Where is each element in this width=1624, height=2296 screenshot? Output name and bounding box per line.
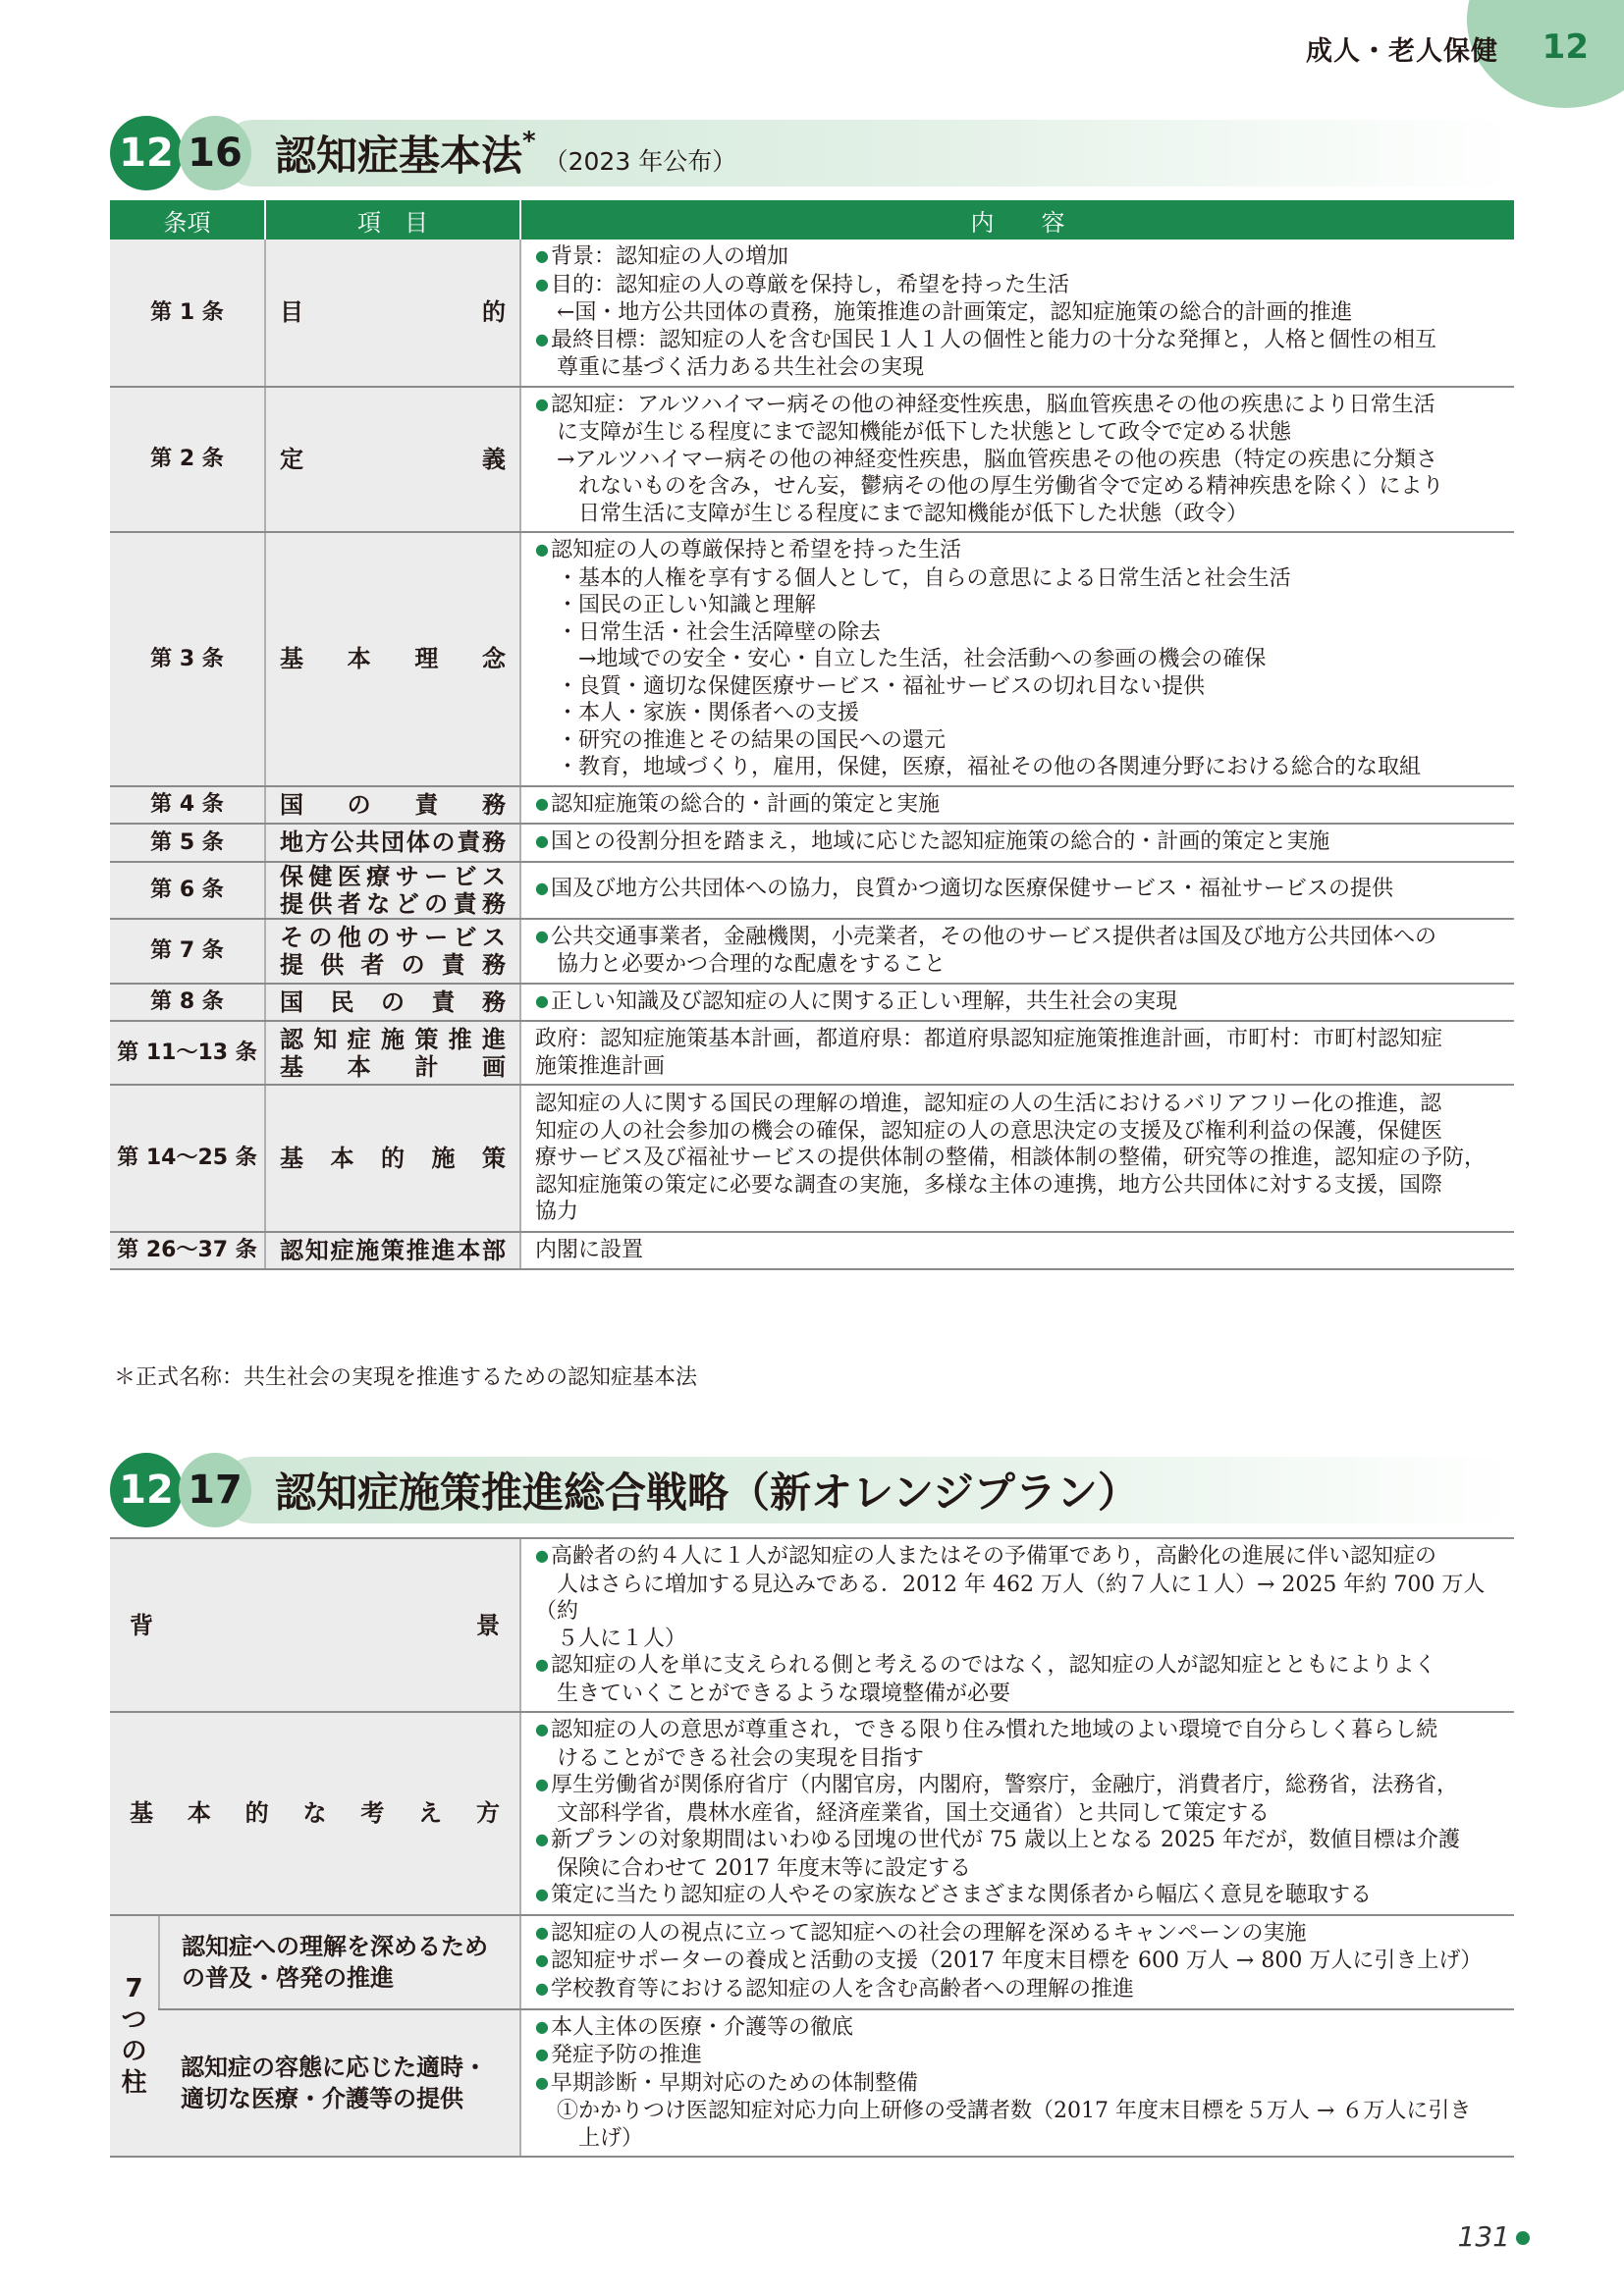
page-number: 131 [1457, 2220, 1510, 2253]
content-cell [520, 532, 1514, 786]
pillar-row [110, 1915, 1514, 2009]
content-cell [520, 240, 1514, 387]
content-line: 尊重に基づく活力ある共生社会の実現 [535, 355, 925, 380]
content-line: ・国民の正しい知識と理解 [535, 593, 817, 617]
table-row [110, 1085, 1514, 1232]
content-line: けることができる社会の実現を目指す [535, 1745, 925, 1771]
content-line: ●認知症の人の視点に立って認知症への社会の理解を深めるキャンペーンの実施 [535, 1920, 1307, 1946]
content-line: ５人に１人） [535, 1626, 687, 1651]
dementia-basic-law-table [110, 200, 1514, 1270]
content-cell [520, 786, 1514, 825]
table-row [110, 786, 1514, 825]
content-line: ●認知症の人の意思が尊重され，できる限り住み慣れた地域のよい環境で自分らしく暮らし続 [535, 1718, 1438, 1742]
content-line: →アルツハイマー病その他の神経変性疾患，脳血管疾患その他の疾患（特定の疾患に分類さ [535, 447, 1438, 472]
item-cell [265, 532, 520, 786]
table-row [110, 240, 1514, 387]
pillar-title-line: 認知症の容態に応じた適時・ [181, 2053, 487, 2081]
content-line: 政府：認知症施策基本計画，都道府県：都道府県認知症施策推進計画，市町村：市町村認知症 [535, 1027, 1443, 1051]
bullet-icon: ● [535, 831, 549, 850]
content-line: に支障が生じる程度にまで認知機能が低下した状態として政令で定める状態 [535, 420, 1292, 445]
content-line: 知症の人の社会参加の機会の確保，認知症の人の意思決定の支援及び権利利益の保護，保健医 [535, 1118, 1443, 1144]
content-line: ●最終目標：認知症の人を含む国民１人１人の個性と能力の十分な発揮と，人格と個性の相互 [535, 327, 1436, 352]
item-label: 認知症施策推進本部 [280, 1236, 506, 1264]
content-cell [520, 1232, 1514, 1269]
content-line: ●公共交通事業者，金融機関，小売業者，その他のサービス提供者は国及び地方公共団体への [535, 924, 1436, 949]
item-label: 国の責務 [280, 790, 506, 819]
bullet-icon: ● [535, 540, 549, 559]
content-line: 協力と必要かつ合理的な配慮をすること [535, 952, 947, 977]
bullet-icon: ● [535, 926, 549, 945]
content-line: ●認知症：アルツハイマー病その他の神経変性疾患，脳血管疾患その他の疾患により日常生活 [535, 392, 1435, 417]
content-line: ●国及び地方公共団体への協力，良質かつ適切な医療保健サービス・福祉サービスの提供 [535, 877, 1393, 902]
content-cell [520, 824, 1514, 862]
content-line: ●国との役割分担を踏まえ，地域に応じた認知症施策の総合的・計画的策定と実施 [535, 829, 1330, 854]
table-row [110, 532, 1514, 786]
bullet-icon: ● [535, 1546, 549, 1565]
bullet-icon: ● [535, 2016, 549, 2036]
pillar-label-char: の [121, 2036, 147, 2066]
bullet-icon: ● [535, 2045, 549, 2063]
chapter-title: 成人・老人保健 [1306, 36, 1498, 67]
item-label: その他のサービス [280, 923, 506, 951]
content-line: ●認知症サポーターの養成と活動の支援（2017 年度末目標を 600 万人 → 800 万人に引き上げ） [535, 1949, 1483, 1974]
bullet-icon: ● [535, 793, 549, 813]
article-cell: 第 11〜13 条 [110, 1021, 265, 1085]
table-row [110, 824, 1514, 862]
section-17-title-bar [110, 1453, 1514, 1527]
content-line: 認知症の人に関する国民の理解の増進，認知症の人の生活におけるバリアフリー化の推進，認 [535, 1092, 1442, 1117]
bullet-icon: ● [535, 1885, 549, 1903]
row-label [110, 1712, 520, 1915]
orange-plan-table [110, 1537, 1514, 2158]
content-cell [520, 1712, 1514, 1915]
pillar-title-line: 適切な医療・介護等の提供 [181, 2084, 463, 2112]
item-cell [265, 1021, 520, 1085]
article-cell: 第 5 条 [110, 824, 265, 862]
item-cell [265, 919, 520, 984]
item-label: 保健医療サービス [280, 862, 506, 890]
content-cell [520, 1021, 1514, 1085]
content-line: ●厚生労働省が関係府省庁（内閣官房，内閣府，警察庁，金融庁，消費者庁，総務省，法務省， [535, 1773, 1458, 1797]
column-header-item: 項 目 [265, 200, 520, 240]
pillar-title [159, 2009, 520, 2158]
pillar-title-line: 認知症への理解を深めるため [182, 1932, 488, 1960]
bullet-icon: ● [535, 329, 549, 348]
section-badge: 16 [179, 116, 251, 190]
item-label: 定義 [280, 445, 506, 473]
column-header-content: 内 容 [520, 200, 1514, 240]
content-line: ●学校教育等における認知症の人を含む高齢者への理解の推進 [535, 1976, 1134, 2002]
item-cell [265, 387, 520, 533]
article-cell: 第 4 条 [110, 786, 265, 825]
section-16-title-bar [110, 116, 1514, 190]
page-dot-icon [1516, 2231, 1530, 2245]
pillar-label-char: つ [121, 2004, 147, 2035]
table-row [110, 919, 1514, 984]
article-cell: 第 6 条 [110, 862, 265, 919]
seven-pillars-label [110, 1915, 159, 2158]
bullet-icon: ● [535, 2072, 549, 2092]
item-cell [265, 1085, 520, 1232]
footnote: ＊正式名称：共生社会の実現を推進するための認知症基本法 [114, 1365, 698, 1390]
row-label-text: 基本的な考え方 [130, 1799, 500, 1828]
content-line: 日常生活に支障が生じる程度にまで認知機能が低下した状態（政令） [535, 501, 1249, 526]
content-cell [520, 2009, 1514, 2158]
item-cell [265, 240, 520, 387]
bullet-icon: ● [535, 990, 549, 1010]
content-line: 文部科学省，農林水産省，経済産業省，国土交通省）と共同して策定する [535, 1800, 1271, 1826]
content-line: ●発症予防の推進 [535, 2043, 702, 2067]
article-cell: 第 8 条 [110, 984, 265, 1022]
article-cell: 第 3 条 [110, 532, 265, 786]
content-line: ←国・地方公共団体の責務，施策推進の計画策定，認知症施策の総合的計画的推進 [535, 300, 1353, 325]
content-cell [520, 1915, 1514, 2009]
bullet-icon: ● [535, 1655, 549, 1674]
content-line: ・研究の推進とその結果の国民への還元 [535, 727, 947, 753]
item-cell [265, 824, 520, 862]
item-label: 基本理念 [280, 645, 506, 673]
content-line: 療サービス及び福祉サービスの提供体制の整備，相談体制の整備，研究等の推進，認知症の予防， [535, 1146, 1487, 1171]
item-label: 基本的施策 [280, 1145, 506, 1172]
content-line: 生きていくことができるような環境整備が必要 [535, 1681, 1011, 1706]
table-row [110, 1712, 1514, 1915]
article-cell: 第 26〜37 条 [110, 1232, 265, 1269]
content-line: ●新プランの対象期間はいわゆる団塊の世代が 75 歳以上となる 2025 年だが，数値目標は介護 [535, 1828, 1460, 1852]
content-line: ・日常生活・社会生活障壁の除去 [535, 619, 882, 645]
item-cell [265, 786, 520, 825]
bullet-icon: ● [535, 246, 549, 265]
pillar-label-char: 柱 [121, 2067, 147, 2098]
chapter-badge: 12 [110, 116, 183, 190]
bullet-icon: ● [535, 1775, 549, 1793]
pillar-row [110, 2009, 1514, 2158]
content-line: 人はさらに増加する見込みである．2012 年 462 万人（約７人に１人）→ 2025 年約 700 万人（約 [535, 1572, 1486, 1624]
article-cell: 第 14〜25 条 [110, 1085, 265, 1232]
content-line: ●認知症の人の尊厳保持と希望を持った生活 [535, 538, 961, 562]
table-header-row [110, 200, 1514, 240]
item-label: 基本計画 [280, 1052, 506, 1081]
chapter-badge: 12 [110, 1453, 183, 1527]
article-cell: 第 7 条 [110, 919, 265, 984]
pillar-title [159, 1915, 520, 2009]
column-header-article: 条項 [110, 200, 265, 240]
table-row [110, 387, 1514, 533]
bullet-icon: ● [535, 1720, 549, 1738]
content-line: ①かかりつけ医認知症対応力向上研修の受講者数（2017 年度末目標を５万人 → ６万人に引き [535, 2099, 1472, 2123]
item-label: 提供者の責務 [280, 950, 506, 979]
table-row [110, 1538, 1514, 1712]
table-row [110, 1021, 1514, 1085]
bullet-icon: ● [535, 274, 549, 294]
content-line: ●認知症施策の総合的・計画的策定と実施 [535, 791, 940, 817]
bullet-icon: ● [535, 879, 549, 898]
table-row [110, 862, 1514, 919]
item-label: 提供者などの責務 [280, 889, 506, 918]
bullet-icon: ● [535, 1978, 549, 1998]
section-title-text: 認知症基本法 [275, 132, 523, 180]
article-cell: 第 1 条 [110, 240, 265, 387]
content-line: 認知症施策の策定に必要な調査の実施，多様な主体の連携，地方公共団体に対する支援，国際 [535, 1172, 1443, 1198]
item-label: 認知症施策推進 [280, 1025, 506, 1053]
content-cell [520, 984, 1514, 1022]
content-line: れないものを含み，せん妄，鬱病その他の厚生労働省令で定める精神疾患を除く）により [535, 474, 1444, 499]
item-cell [265, 1232, 520, 1269]
content-line: 協力 [535, 1200, 579, 1225]
section-title [275, 124, 736, 183]
bullet-icon: ● [535, 1922, 549, 1942]
row-label-text: 背景 [130, 1611, 500, 1639]
pillar-label-char: 7 [125, 1973, 143, 2003]
item-label: 国民の責務 [280, 988, 506, 1016]
content-cell [520, 919, 1514, 984]
content-line: 内閣に設置 [535, 1238, 644, 1262]
bullet-icon: ● [535, 1830, 549, 1848]
item-label: 地方公共団体の責務 [280, 828, 506, 857]
content-line: ●高齢者の約４人に１人が認知症の人またはその予備軍であり，高齢化の進展に伴い認知症の [535, 1544, 1436, 1569]
content-line: →地域での安全・安心・自立した生活，社会活動への参画の機会の確保 [535, 647, 1267, 671]
chapter-number: 12 [1542, 27, 1589, 67]
content-cell [520, 1538, 1514, 1712]
row-label [110, 1538, 520, 1712]
content-line: 上げ） [535, 2125, 644, 2151]
content-line: ・良質・適切な保健医療サービス・福祉サービスの切れ目ない提供 [535, 673, 1206, 699]
content-line: ●本人主体の医療・介護等の徹底 [535, 2014, 853, 2040]
content-line: 保険に合わせて 2017 年度末等に設定する [535, 1855, 971, 1881]
content-cell [520, 862, 1514, 919]
content-line: ●認知症の人を単に支えられる側と考えるのではなく，認知症の人が認知症とともによりよく [535, 1653, 1436, 1678]
content-line: ●背景：認知症の人の増加 [535, 244, 788, 269]
content-line: ・教育，地域づくり，雇用，保健，医療，福祉その他の各関連分野における総合的な取組 [535, 755, 1422, 779]
content-line: 施策推進計画 [535, 1053, 666, 1079]
item-label: 目的 [280, 298, 506, 327]
content-line: ●策定に当たり認知症の人やその家族などさまざまな関係者から幅広く意見を聴取する [535, 1883, 1372, 1907]
content-cell [520, 1085, 1514, 1232]
article-cell: 第 2 条 [110, 387, 265, 533]
item-cell [265, 862, 520, 919]
content-line: ・本人・家族・関係者への支援 [535, 701, 860, 725]
pillar-title-line: の普及・啓発の推進 [182, 1963, 394, 1992]
table-row [110, 984, 1514, 1022]
table-row [110, 1232, 1514, 1269]
content-line: ●目的：認知症の人の尊厳を保持し，希望を持った生活 [535, 272, 1069, 297]
section-title: 認知症施策推進総合戦略（新オレンジプラン） [275, 1468, 1139, 1517]
content-line: ・基本的人権を享有する個人として，自らの意思による日常生活と社会生活 [535, 565, 1291, 591]
asterisk-mark: * [522, 127, 536, 156]
content-line: ●正しい知識及び認知症の人に関する正しい理解，共生社会の実現 [535, 988, 1177, 1014]
section-badge: 17 [179, 1453, 251, 1527]
content-cell [520, 387, 1514, 533]
section-subtitle: （2023 年公布） [543, 147, 737, 176]
content-line: ●早期診断・早期対応のための体制整備 [535, 2070, 918, 2096]
bullet-icon: ● [535, 1950, 549, 1970]
bullet-icon: ● [535, 394, 549, 413]
item-cell [265, 984, 520, 1022]
